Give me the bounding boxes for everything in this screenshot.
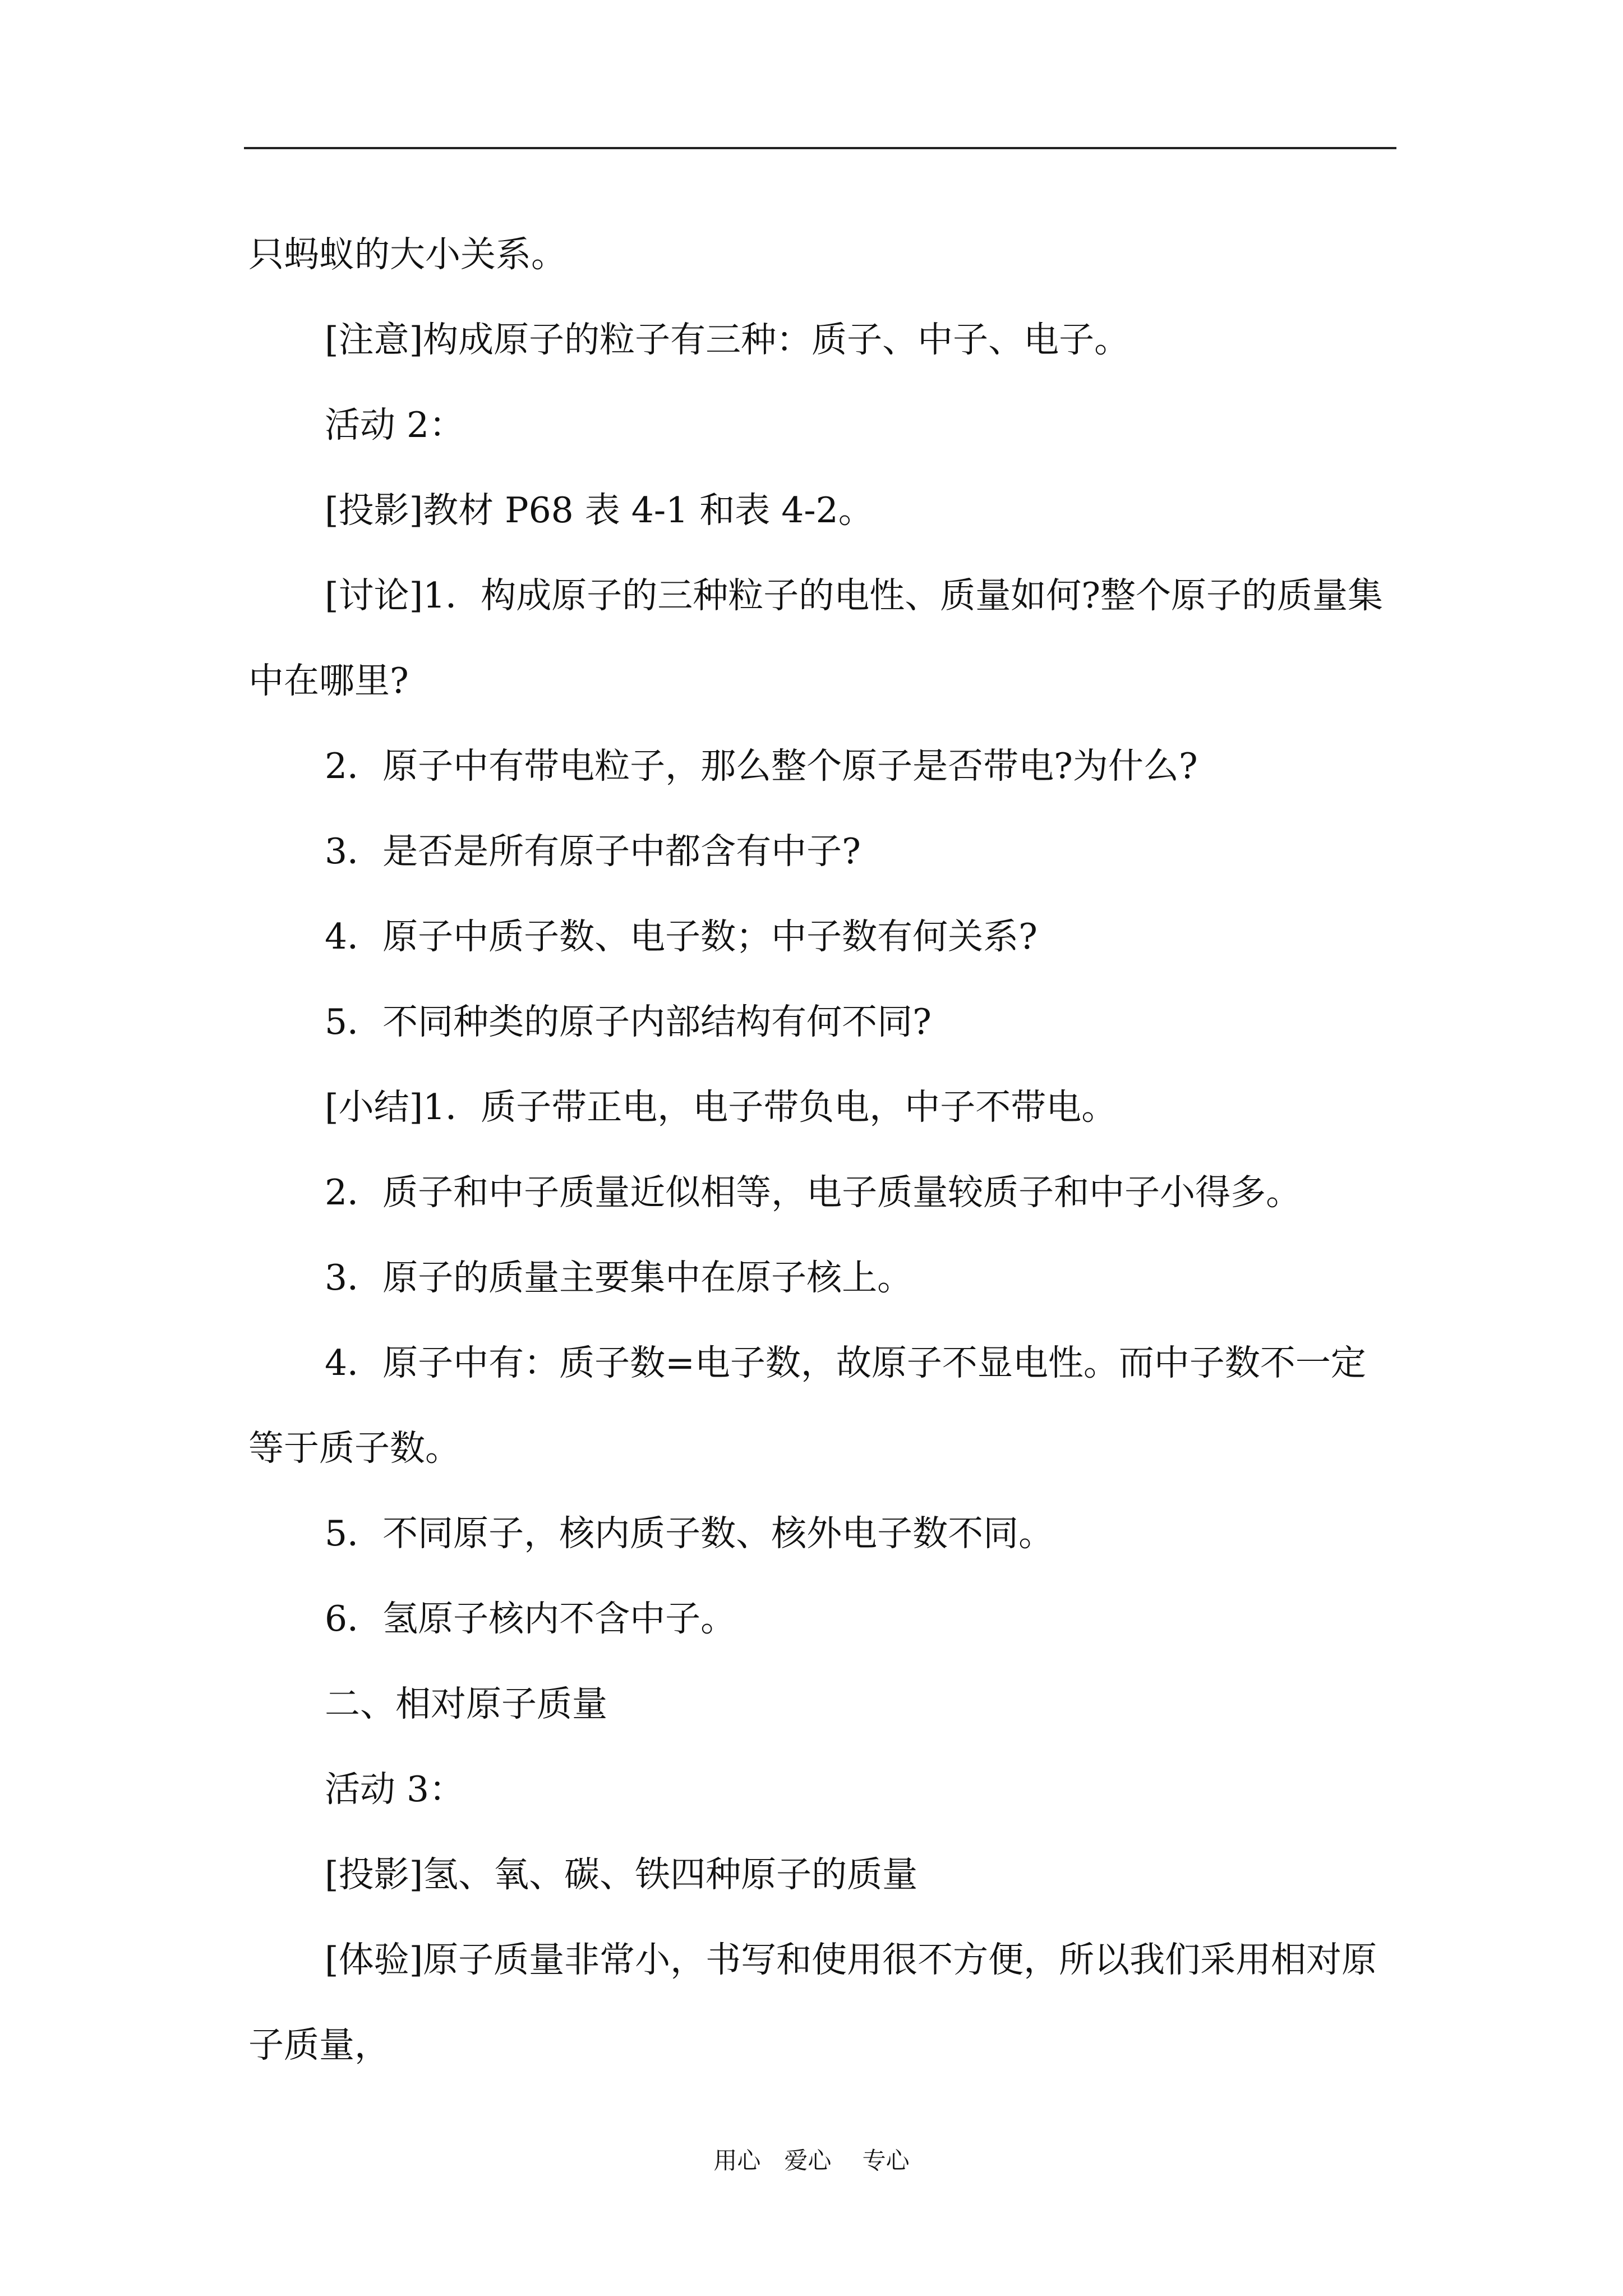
page-footer: 用心 爱心 专心 — [713, 2147, 910, 2174]
paragraph: [讨论]1．构成原子的三种粒子的电性、质量如何?整个原子的质量集中在哪里? — [248, 575, 1384, 701]
paragraph: [注意]构成原子的粒子有三种：质子、中子、电子。 — [325, 319, 1130, 360]
document-body — [248, 212, 1401, 2088]
header-rule — [244, 147, 1396, 149]
paragraph: [体验]原子质量非常小，书写和使用很不方便，所以我们采用相对原子质量， — [248, 1939, 1377, 2065]
paragraph: 4．原子中质子数、电子数；中子数有何关系? — [325, 916, 1038, 957]
section-heading: 二、相对原子质量 — [325, 1683, 607, 1724]
paragraph: [投影]教材 P68 表 4-1 和表 4-2。 — [325, 490, 874, 531]
paragraph: 4．原子中有：质子数=电子数，故原子不显电性。而中子数不一定等于质子数。 — [248, 1342, 1366, 1469]
paragraph: 5．不同原子，核内质子数、核外电子数不同。 — [325, 1513, 1054, 1554]
paragraph: [投影]氢、氧、碳、铁四种原子的质量 — [325, 1854, 918, 1895]
paragraph: 2．原子中有带电粒子，那么整个原子是否带电?为什么? — [325, 746, 1198, 786]
paragraph: 3．原子的质量主要集中在原子核上。 — [325, 1257, 913, 1298]
paragraph: 6．氢原子核内不含中子。 — [325, 1598, 736, 1639]
paragraph: 活动 3： — [325, 1769, 465, 1810]
paragraph: 3．是否是所有原子中都含有中子? — [325, 831, 861, 872]
paragraph: 活动 2： — [325, 404, 465, 445]
paragraph: 只蚂蚁的大小关系。 — [248, 234, 566, 275]
paragraph: [小结]1．质子带正电，电子带负电，中子不带电。 — [325, 1087, 1117, 1128]
paragraph: 5．不同种类的原子内部结构有何不同? — [325, 1001, 932, 1042]
paragraph: 2．质子和中子质量近似相等，电子质量较质子和中子小得多。 — [325, 1172, 1302, 1213]
